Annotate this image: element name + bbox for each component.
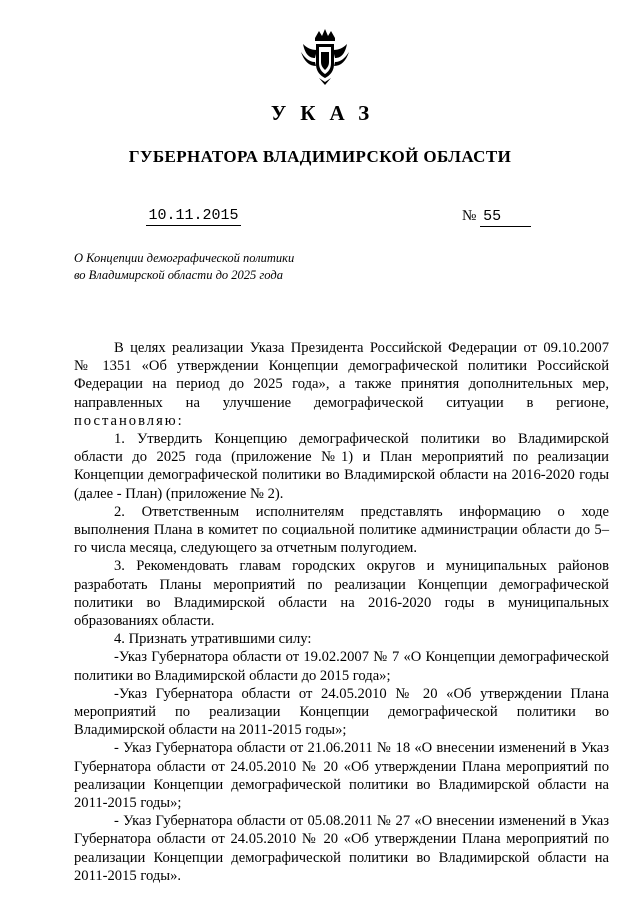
paragraph-intro [74, 339, 609, 430]
paragraph: - Указ Губернатора области от 05.08.2011 № 27 «О внесении изменений в Указ Губернатора области от 24.05.2010 № 20 «Об утверждении Плана мероприятий по реализации Концепции демографической политики во Владимирской области на 2011-2015 годы». [74, 813, 609, 884]
paragraph: - Указ Губернатора области от 21.06.2011 № 18 «О внесении изменений в Указ Губернатора области от 24.05.2010 № 20 «Об утверждении Плана мероприятий по реализации Концепции демографической политики во Владимирской области на 2011-2015 годы»; [74, 740, 609, 812]
document-subject [74, 250, 334, 284]
postanovlyayu-text: постановляю: [74, 412, 184, 429]
paragraph: 1. Утвердить Концепцию демографической политики во Владимирской области до 2025 года (приложение №1) и План мероприятий по реализации Концепции демографической политики во Владимирской области на 2016-2020 годы (далее - План) (приложение № 2). [74, 431, 609, 502]
paragraph: 3. Рекомендовать главам городских округов и муниципальных районов разработать Планы мероприятий по реализации Концепции демографической политики во Владимирской области на 2016-2020 годы в муниципальных образованиях области. [74, 558, 609, 630]
document-body [74, 339, 609, 885]
document-number [462, 207, 531, 227]
document-subtitle: ГУБЕРНАТОРА ВЛАДИМИРСКОЙ ОБЛАСТИ [128, 147, 512, 166]
subject-line: во Владимирской области до 2025 года [74, 268, 283, 282]
paragraph: 4. Признать утратившими силу: [114, 631, 312, 648]
intro-text: В целях реализации Указа Президента Российской Федерации от 09.10.2007 № 1351 «Об утверждении Концепции демографической политики Российской Федерации на период до 2025 года», а также принятия дополнительных мер, направленных на улучшение демографической ситуации в регионе, [74, 340, 609, 411]
number-value: 55 [480, 208, 531, 227]
paragraph: -Указ Губернатора области от 24.05.2010 № 20 «Об утверждении Плана мероприятий по реализации Концепции демографической политики во Владимирской области на 2011-2015 годы»; [74, 685, 609, 739]
paragraph: -Указ Губернатора области от 19.02.2007 № 7 «О Концепции демографической политики во Владимирской области до 2015 года»; [74, 649, 609, 684]
paragraph: 2. Ответственным исполнителям представлять информацию о ходе выполнения Плана в комитет по социальной политике администрации области до 5–го числа месяца, следующего за отчетным полугодием. [74, 503, 609, 557]
document-title: УКАЗ [270, 101, 384, 125]
subject-line: О Концепции демографической политики [74, 251, 295, 265]
coat-of-arms-icon [299, 28, 351, 86]
document-date: 10.11.2015 [146, 207, 241, 226]
number-sign: № [462, 208, 477, 224]
